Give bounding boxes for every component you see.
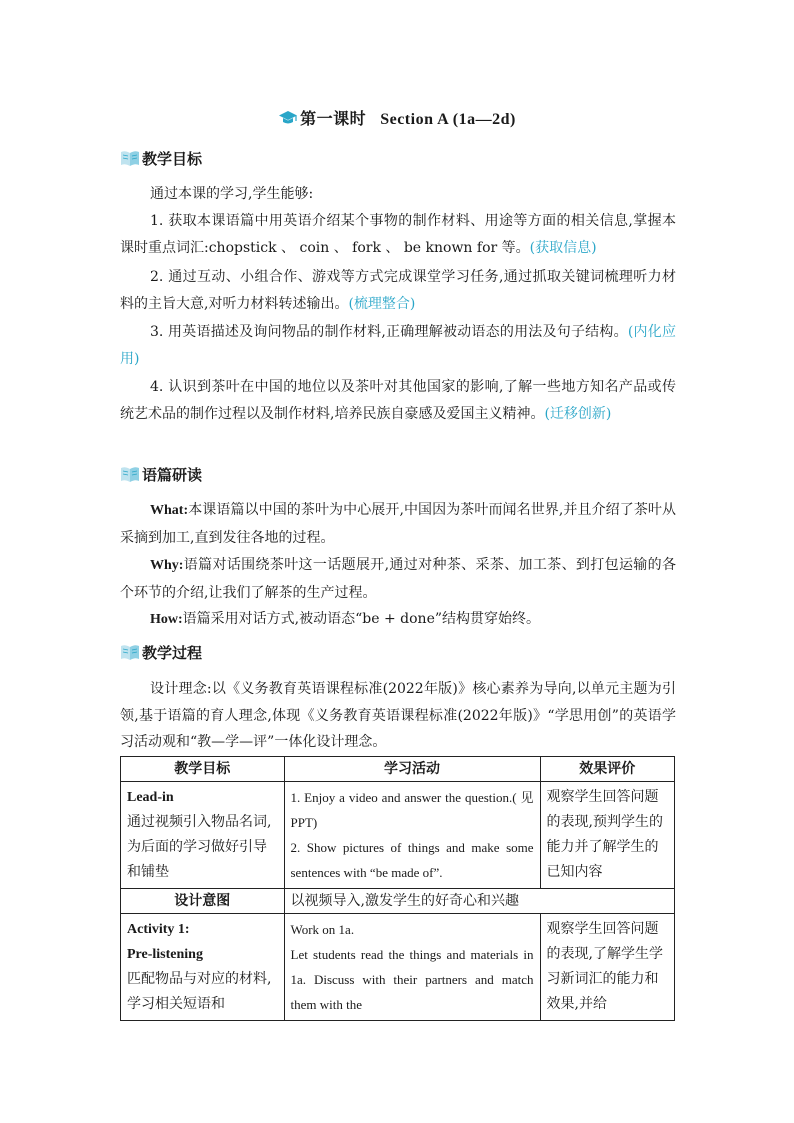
activity-step: 2. Show pictures of things and make some sentences with “be made of”. <box>290 840 534 880</box>
reading-how <box>120 606 676 634</box>
why-label: Why: <box>150 558 184 573</box>
table-cell-activity <box>284 914 540 1021</box>
activity-title: Activity 1: <box>127 922 190 937</box>
objective-text: 1. 获取本课语篇中用英语介绍某个事物的制作材料、用途等方面的相关信息,掌握本课时重点词汇:chopstick 、 coin 、 fork 、 be known for 等。 <box>120 213 676 256</box>
objective-text: 4. 认识到茶叶在中国的地位以及茶叶对其他国家的影响,了解一些地方知名产品或传统艺术品的制作过程以及制作材料,培养民族自豪感及爱国主义精神。 <box>120 379 676 422</box>
what-label: What: <box>150 503 189 518</box>
table-cell-goal <box>121 914 285 1021</box>
objective-text: 2. 通过互动、小组合作、游戏等方式完成课堂学习任务,通过抓取关键词梳理听力材料的主旨大意,对听力材料转述输出。 <box>120 269 676 312</box>
book-icon <box>120 465 140 487</box>
activity-step: 1. Enjoy a video and answer the question.( 见 PPT) <box>290 790 534 830</box>
table-header-cell: 效果评价 <box>540 757 674 782</box>
table-header-row <box>121 757 675 782</box>
table-cell-evaluation: 观察学生回答问题的表现,预判学生的能力并了解学生的已知内容 <box>540 782 674 889</box>
goal-text: 匹配物品与对应的材料,学习相关短语和 <box>127 971 272 1012</box>
intent-label: 设计意图 <box>121 889 285 914</box>
how-text: 语篇采用对话方式,被动语态“be + done”结构贯穿始终。 <box>182 611 541 627</box>
table-cell-activity <box>284 782 540 889</box>
reading-why <box>120 552 676 606</box>
objective-text: 3. 用英语描述及询问物品的制作材料,正确理解被动语态的用法及句子结构。 <box>150 324 628 340</box>
objectives-intro: 通过本课的学习,学生能够: <box>150 186 314 202</box>
lesson-title-cn: 第一课时 <box>300 109 367 128</box>
why-text: 语篇对话围绕茶叶这一话题展开,通过对种茶、采茶、加工茶、到打包运输的各个环节的介绍,让我们了解茶的生产过程。 <box>120 557 676 601</box>
intent-text: 以视频导入,激发学生的好奇心和兴趣 <box>284 889 675 914</box>
goal-text: 通过视频引入物品名词,为后面的学习做好引导和铺垫 <box>127 814 272 880</box>
objective-tag: (梳理整合) <box>348 295 416 312</box>
activity-step: Work on 1a. <box>290 922 355 937</box>
activity-title: Lead-in <box>127 790 174 805</box>
objective-item-4 <box>120 374 676 427</box>
activity-subtitle: Pre-listening <box>127 947 203 962</box>
how-label: How: <box>150 612 183 627</box>
table-row <box>121 914 675 1021</box>
objective-tag: (迁移创新) <box>544 405 612 422</box>
process-intro: 设计理念:以《义务教育英语课程标准(2022年版)》核心素养为导向,以单元主题为引领,基于语篇的育人理念,体现《义务教育英语课程标准(2022年版)》“学思用创”的英语学习活动观和“教—学—评”一体化设计理念。 <box>120 681 676 750</box>
teaching-process-table <box>120 756 675 1021</box>
table-cell-goal <box>121 782 285 889</box>
section-heading-objectives <box>120 148 202 171</box>
table-row-intent <box>121 889 675 914</box>
table-header-cell: 教学目标 <box>121 757 285 782</box>
section-heading-reading <box>120 464 202 487</box>
table-cell-evaluation: 观察学生回答问题的表现,了解学生学习新词汇的能力和效果,并给 <box>540 914 674 1021</box>
what-text: 本课语篇以中国的茶叶为中心展开,中国因为茶叶而闻名世界,并且介绍了茶叶从采摘到加工,直到发往各地的过程。 <box>120 502 676 546</box>
book-icon <box>120 643 140 665</box>
objective-item-3 <box>120 319 676 372</box>
section-heading-text: 语篇研读 <box>142 466 203 484</box>
book-icon <box>120 149 140 171</box>
table-row <box>121 782 675 889</box>
objective-item-1 <box>120 208 676 261</box>
reading-what <box>120 497 676 551</box>
section-heading-text: 教学目标 <box>142 150 203 168</box>
table-header-cell: 学习活动 <box>284 757 540 782</box>
lesson-title <box>0 106 794 130</box>
objective-item-2 <box>120 264 676 317</box>
graduation-cap-icon <box>278 110 298 130</box>
lesson-title-section: Section A (1a—2d) <box>380 111 516 128</box>
section-heading-process <box>120 642 202 665</box>
section-heading-text: 教学过程 <box>142 644 203 662</box>
objective-tag: (获取信息) <box>529 239 597 256</box>
objective-tag: (内化应用) <box>120 324 676 367</box>
activity-step: Let students read the things and materials in 1a. Discuss with their partners and match them with the <box>290 947 534 1012</box>
